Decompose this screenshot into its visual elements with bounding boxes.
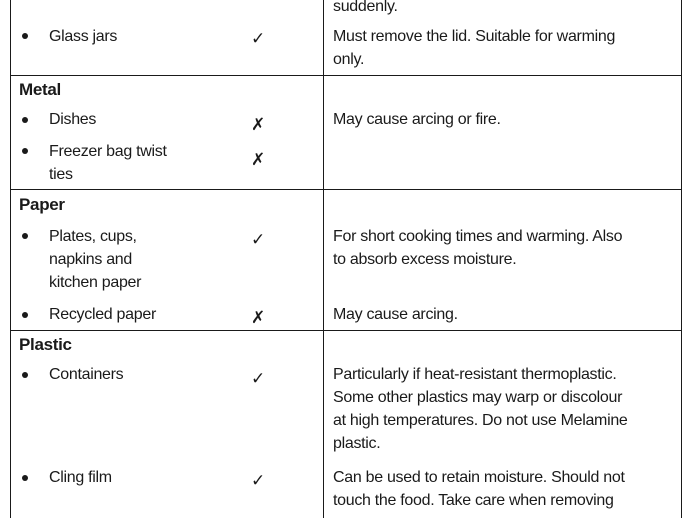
microwave-cookware-table bbox=[10, 0, 682, 518]
category-plastic: Plastic bbox=[19, 335, 72, 354]
glass-note-tail: suddenly. bbox=[333, 0, 398, 15]
column-divider bbox=[323, 0, 324, 518]
cross-icon: ✗ bbox=[251, 308, 265, 327]
item-containers: Containers bbox=[49, 366, 124, 383]
bullet-icon bbox=[22, 148, 28, 154]
row-divider bbox=[11, 189, 681, 190]
bullet-icon bbox=[22, 33, 28, 39]
note-glass-jars-2: only. bbox=[333, 51, 365, 68]
category-paper: Paper bbox=[19, 195, 65, 214]
note-containers-3: at high temperatures. Do not use Melamine bbox=[333, 412, 628, 429]
note-plates-1: For short cooking times and warming. Also bbox=[333, 228, 623, 245]
note-containers-2: Some other plastics may warp or discolour bbox=[333, 389, 623, 406]
item-dishes: Dishes bbox=[49, 111, 97, 128]
note-dishes: May cause arcing or fire. bbox=[333, 111, 501, 128]
item-cling-film: Cling film bbox=[49, 469, 112, 486]
item-plates-1: Plates, cups, bbox=[49, 228, 137, 245]
check-icon: ✓ bbox=[251, 29, 265, 48]
item-recycled: Recycled paper bbox=[49, 306, 156, 323]
category-metal: Metal bbox=[19, 80, 61, 99]
cross-icon: ✗ bbox=[251, 115, 265, 134]
item-plates-2: napkins and bbox=[49, 251, 132, 268]
check-icon: ✓ bbox=[251, 471, 265, 490]
cross-icon: ✗ bbox=[251, 150, 265, 169]
bullet-icon bbox=[22, 233, 28, 239]
item-glass-jars: Glass jars bbox=[49, 28, 118, 45]
bullet-icon bbox=[22, 372, 28, 378]
note-recycled: May cause arcing. bbox=[333, 306, 458, 323]
note-containers-1: Particularly if heat-resistant thermoplastic. bbox=[333, 366, 617, 383]
note-plates-2: to absorb excess moisture. bbox=[333, 251, 517, 268]
row-divider bbox=[11, 330, 681, 331]
note-cling-1: Can be used to retain moisture. Should not bbox=[333, 469, 625, 486]
note-containers-4: plastic. bbox=[333, 435, 381, 452]
bullet-icon bbox=[22, 475, 28, 481]
bullet-icon bbox=[22, 117, 28, 123]
item-plates-3: kitchen paper bbox=[49, 274, 142, 291]
note-cling-2: touch the food. Take care when removing bbox=[333, 492, 614, 509]
item-twist-2: ties bbox=[49, 166, 73, 183]
item-twist-1: Freezer bag twist bbox=[49, 143, 167, 160]
note-glass-jars-1: Must remove the lid. Suitable for warming bbox=[333, 28, 616, 45]
check-icon: ✓ bbox=[251, 230, 265, 249]
check-icon: ✓ bbox=[251, 369, 265, 388]
bullet-icon bbox=[22, 312, 28, 318]
row-divider bbox=[11, 75, 681, 76]
